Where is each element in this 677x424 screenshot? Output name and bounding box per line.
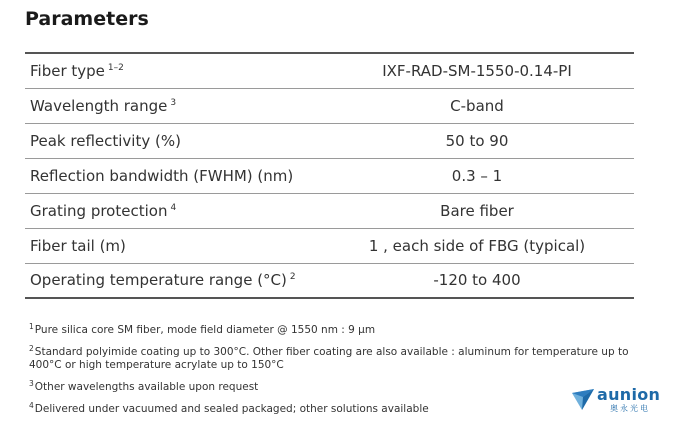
footnote: $^4$Delivered under vacuumed and sealed packaged; other solutions available xyxy=(29,401,429,415)
row-label: Fiber type $^{1-2}$ xyxy=(30,61,124,80)
row-value: Bare fiber xyxy=(440,201,514,220)
row-value: IXF-RAD-SM-1550-0.14-PI xyxy=(382,61,572,80)
footnotes xyxy=(29,320,639,421)
row-value: 0.3 – 1 xyxy=(451,166,503,185)
table-row xyxy=(25,193,634,228)
row-value: C-band xyxy=(450,96,504,115)
row-label: Reflection bandwidth (FWHM) (nm) xyxy=(30,166,294,185)
footnote-number: 4 xyxy=(29,401,34,410)
footnote-number: 1 xyxy=(29,322,34,331)
footnote-ref: 4 xyxy=(170,202,177,213)
table-row xyxy=(25,158,634,193)
row-value: 1 , each side of FBG (typical) xyxy=(368,236,586,255)
parameters-table xyxy=(25,52,634,299)
table-row xyxy=(25,228,634,263)
aunion-logo-icon xyxy=(570,386,596,412)
footnote: $^3$Other wavelengths available upon request xyxy=(29,379,259,393)
logo-subtitle: 奥永光电 xyxy=(610,404,650,413)
footnote: $^2$Standard polyimide coating up to 300°C. Other fiber coating are also available : aluminum for temperature up to 400°C or high temperature acrylate up to 150°C xyxy=(29,344,629,371)
row-label: Grating protection $^4$ xyxy=(30,201,177,220)
row-value: 50 to 90 xyxy=(445,131,509,150)
footnote: $^1$Pure silica core SM fiber, mode field diameter @ 1550 nm : 9 µm xyxy=(29,322,376,336)
table-row xyxy=(25,123,634,158)
row-value: -120 to 400 xyxy=(433,271,521,290)
table-row xyxy=(25,88,634,123)
footnote-ref: 1–2 xyxy=(107,62,124,73)
row-label: Fiber tail (m) xyxy=(30,236,126,255)
footnote-ref: 2 xyxy=(289,272,296,283)
page-title: Parameters xyxy=(25,8,149,30)
table-row xyxy=(25,53,634,88)
row-label: Peak reflectivity (%) xyxy=(30,131,181,150)
row-label: Wavelength range $^3$ xyxy=(30,96,177,115)
footnote-number: 3 xyxy=(29,379,34,388)
footnote-number: 2 xyxy=(29,344,34,353)
aunion-logo xyxy=(570,384,670,416)
logo-wordmark: aunion xyxy=(597,385,661,404)
row-label: Operating temperature range (°C) $^2$ xyxy=(30,271,296,290)
table-row xyxy=(25,263,634,298)
footnote-ref: 3 xyxy=(170,97,177,108)
